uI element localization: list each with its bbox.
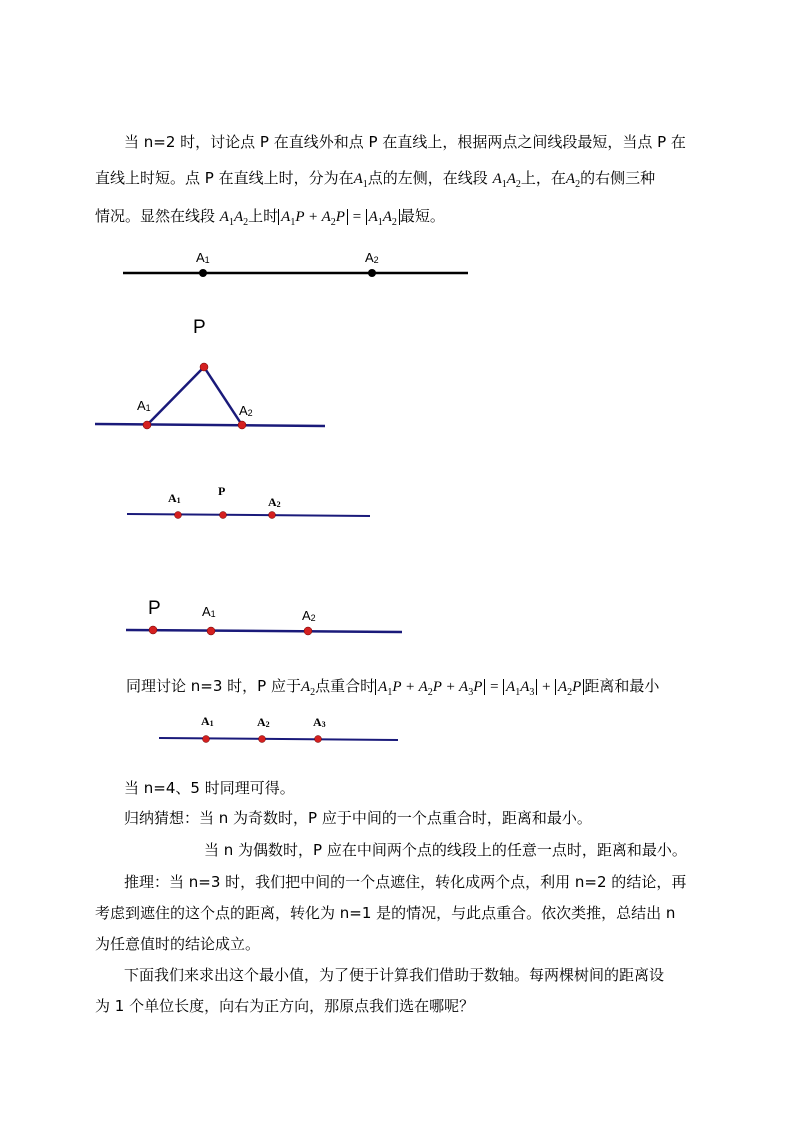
fig4-dot-p <box>149 626 157 634</box>
fig3-dot-a1 <box>175 512 182 519</box>
fig4-label-p: P <box>148 598 161 619</box>
fig4-dot-a2 <box>304 627 312 635</box>
fig2-label-p: P <box>193 317 206 338</box>
para2: 同理讨论 n=3 时，P 应于$A_2$点重合时 $A_1P + A_2P + A_3P = A_1A_3 + A_2P$ 距离和最小 <box>126 677 660 698</box>
fig4-label-a1: A1 <box>202 604 216 619</box>
para7-line1: 下面我们来求出这个最小值，为了便于计算我们借助于数轴。每两棵树间的距离设 <box>124 966 665 984</box>
math-A1A2: $A_1A_2$ <box>492 171 521 190</box>
fig4-line <box>126 630 402 632</box>
math-abs-sum3: $A_1P + A_2P + A_3P$ <box>375 679 485 695</box>
fig5-dot-a2 <box>259 736 266 743</box>
fig5-label-a1: A1 <box>201 714 214 728</box>
para3: 当 n=4、5 时同理可得。 <box>124 779 295 797</box>
figure-5 <box>159 714 398 743</box>
fig2-label-a1: A1 <box>137 398 151 413</box>
fig5-dot-a3 <box>315 736 322 743</box>
para6-line3: 为任意值时的结论成立。 <box>95 935 261 953</box>
fig3-dot-p <box>220 512 227 519</box>
para1-line2: 直线上时短。点 P 在直线上时，分为在$A_1$点的左侧，在线段 $A_1A_2$上，在$A_2$的右侧三种 <box>95 169 656 190</box>
figure-3 <box>127 484 370 519</box>
fig2-dot-p <box>200 363 208 371</box>
math-abs-A1A3: $A_1A_3$ <box>503 679 537 695</box>
fig2-line <box>95 424 325 426</box>
fig5-label-a2: A2 <box>257 715 270 729</box>
para1-line1: 当 n=2 时，讨论点 P 在直线外和点 P 在直线上，根据两点之间线段最短，当点 P 在 <box>124 133 686 151</box>
math-abs-A2P: $A_2P$ <box>555 679 584 695</box>
fig2-label-a2: A2 <box>239 403 253 418</box>
fig3-label-a2: A2 <box>268 495 281 509</box>
fig4-label-a2: A2 <box>302 608 316 623</box>
fig2-segment-a1p <box>147 367 204 425</box>
math-A1: $A_1$ <box>353 171 368 190</box>
figure-1 <box>123 250 468 277</box>
fig3-label-p: P <box>218 484 226 498</box>
fig3-dot-a2 <box>269 512 276 519</box>
fig4-dot-a1 <box>207 627 215 635</box>
fig5-line <box>159 738 398 740</box>
fig2-dot-a1 <box>143 421 151 429</box>
fig1-dot-a1 <box>199 269 207 277</box>
math-A1A2-b: $A_1A_2$ <box>219 209 249 228</box>
figure-2 <box>95 317 325 429</box>
para4: 归纳猜想：当 n 为奇数时，P 应于中间的一个点重合时，距离和最小。 <box>124 809 592 827</box>
math-A2-c: $A_2$ <box>300 679 316 698</box>
figure-4 <box>126 598 402 635</box>
fig5-label-a3: A3 <box>313 715 326 729</box>
fig5-dot-a1 <box>203 736 210 743</box>
math-abs-A1A2: $A_1A_2$ <box>366 209 400 225</box>
math-A2: $A_2$ <box>565 171 581 190</box>
fig3-line <box>127 514 370 516</box>
math-abs-sum: $A_1P + A_2P$ <box>278 209 348 225</box>
fig1-label-a2: A2 <box>365 250 379 265</box>
para6-line2: 考虑到遮住的这个点的距离，转化为 n=1 是的情况，与此点重合。依次类推，总结出 n <box>95 904 676 922</box>
fig2-segment-pa2 <box>204 367 242 425</box>
para1-line3: 情况。显然在线段 $A_1A_2$上时 $A_1P + A_2P = A_1A_2$ 最短。 <box>95 207 445 228</box>
fig3-label-a1: A1 <box>168 491 181 505</box>
para7-line2: 为 1 个单位长度，向右为正方向，那原点我们选在哪呢？ <box>95 997 475 1015</box>
para6-line1: 推理：当 n=3 时，我们把中间的一个点遮住，转化成两个点，利用 n=2 的结论，再 <box>124 873 687 891</box>
fig2-dot-a2 <box>238 421 246 429</box>
fig1-label-a1: A1 <box>196 250 210 265</box>
para5: 当 n 为偶数时，P 应在中间两个点的线段上的任意一点时，距离和最小。 <box>204 841 687 859</box>
fig1-dot-a2 <box>368 269 376 277</box>
